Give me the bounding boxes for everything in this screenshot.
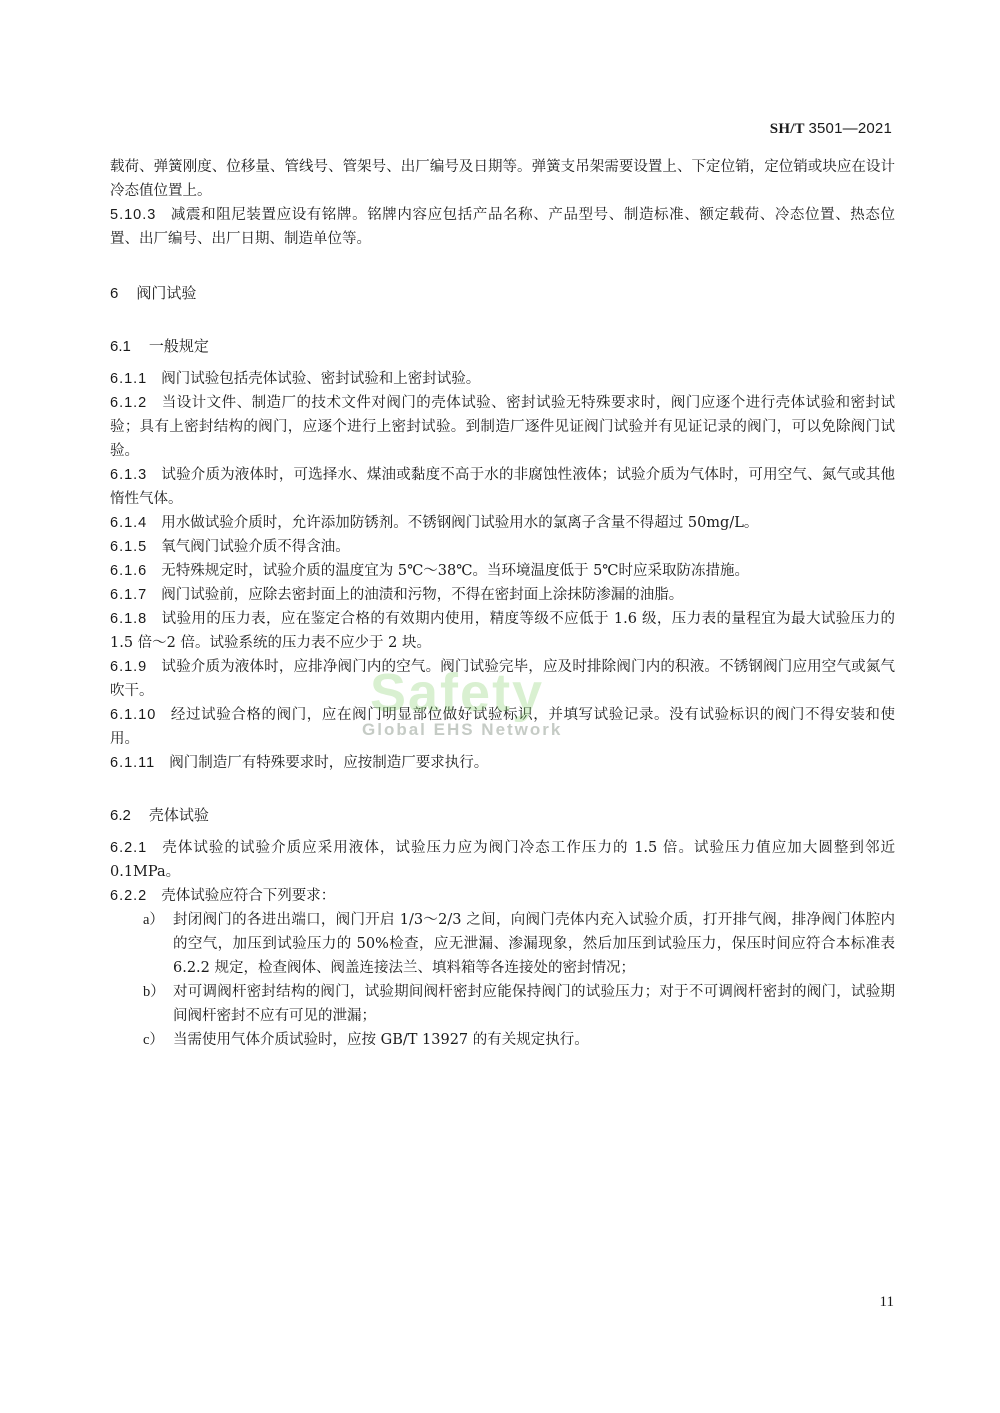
clause-number: 6.1.3: [110, 467, 148, 483]
section-heading-6-2: [110, 803, 895, 828]
clause-text: 用水做试验介质时，允许添加防锈剂。不锈钢阀门试验用水的氯离子含量不得超过 50mg/L。: [161, 515, 759, 531]
clause-6-1-3: [110, 463, 895, 511]
clause-number: 6.1.10: [110, 707, 157, 723]
section-number: 6.2: [110, 807, 131, 824]
list-item-text: 封闭阀门的各进出端口，阀门开启 1/3～2/3 之间，向阀门壳体内充入试验介质，打开排气阀，排净阀门体腔内的空气，加压到试验压力的 50%检查，应无泄漏、渗漏现象，然后加压到试验压力，保压时间应符合本标准表 6.2.2 规定，检查阀体、阀盖连接法兰、填料箱等各连接处的密封情况；: [173, 912, 895, 976]
page-number: 11: [879, 1294, 894, 1310]
list-item-text: 对可调阀杆密封结构的阀门，试验期间阀杆密封应能保持阀门的试验压力；对于不可调阀杆密封的阀门，试验期间阀杆密封不应有可见的泄漏；: [173, 984, 895, 1024]
clause-number: 6.1.9: [110, 659, 148, 675]
intro-paragraph: 载荷、弹簧刚度、位移量、管线号、管架号、出厂编号及日期等。弹簧支吊架需要设置上、下定位销，定位销或块应在设计冷态值位置上。: [110, 159, 895, 199]
section-heading-6-1: [110, 334, 895, 359]
clause-number: 6.1.5: [110, 539, 148, 555]
clause-text: 减震和阻尼装置应设有铭牌。铭牌内容应包括产品名称、产品型号、制造标准、额定载荷、冷态位置、热态位置、出厂编号、出厂日期、制造单位等。: [110, 207, 895, 247]
clause-number: 6.1.7: [110, 587, 148, 603]
clause-number: 6.1.11: [110, 755, 156, 771]
clause-text: 阀门制造厂有特殊要求时，应按制造厂要求执行。: [169, 755, 489, 771]
clause-number: 6.2.1: [110, 840, 148, 856]
clause-text: 壳体试验的试验介质应采用液体，试验压力应为阀门冷态工作压力的 1.5 倍。试验压力值应加大圆整到邻近 0.1MPa。: [110, 840, 895, 880]
list-item-text: 当需使用气体介质试验时，应按 GB/T 13927 的有关规定执行。: [173, 1032, 589, 1048]
clause-number: 6.2.2: [110, 888, 148, 904]
clause-number: 6.1.6: [110, 563, 148, 579]
clause-6-1-1: [110, 367, 895, 391]
requirements-list: [110, 908, 895, 1052]
clause-6-1-4: [110, 511, 895, 535]
clause-text: 壳体试验应符合下列要求：: [161, 888, 336, 904]
list-item: [110, 908, 895, 980]
list-marker: b）: [143, 984, 165, 1000]
clause-number: 6.1.2: [110, 395, 148, 411]
clause-6-1-8: [110, 607, 895, 655]
standard-code-number: 3501—2021: [808, 120, 892, 137]
list-item: [110, 1028, 895, 1052]
section-number: 6: [110, 285, 119, 302]
clause-number: 6.1.8: [110, 611, 148, 627]
clause-text: 氧气阀门试验介质不得含油。: [161, 539, 350, 555]
clause-6-1-11: [110, 751, 895, 775]
clause-text: 试验用的压力表，应在鉴定合格的有效期内使用，精度等级不应低于 1.6 级，压力表的量程宜为最大试验压力的 1.5 倍～2 倍。试验系统的压力表不应少于 2 块。: [110, 611, 895, 651]
watermark-subtitle: Global EHS Network: [362, 720, 563, 739]
document-body: [110, 155, 895, 1052]
list-item: [110, 980, 895, 1028]
clause-text: 试验介质为液体时，应排净阀门内的空气。阀门试验完毕，应及时排除阀门内的积液。不锈钢阀门应用空气或氮气吹干。: [110, 659, 895, 699]
standard-code: [770, 120, 892, 138]
clause-6-1-6: [110, 559, 895, 583]
section-title: 阀门试验: [136, 284, 197, 302]
clause-text: 经过试验合格的阀门，应在阀门明显部位做好试验标识，并填写试验记录。没有试验标识的阀门不得安装和使用。: [110, 707, 895, 747]
clause-6-1-5: [110, 535, 895, 559]
clause-6-1-7: [110, 583, 895, 607]
list-marker: a）: [143, 912, 164, 928]
clause-6-1-2: [110, 391, 895, 463]
clause-text: 试验介质为液体时，可选择水、煤油或黏度不高于水的非腐蚀性液体；试验介质为气体时，可用空气、氮气或其他惰性气体。: [110, 467, 895, 507]
clause-number: 5.10.3: [110, 207, 157, 223]
clause-6-2-1: [110, 836, 895, 884]
section-heading-6: [110, 281, 895, 306]
clause-text: 阀门试验包括壳体试验、密封试验和上密封试验。: [161, 371, 481, 387]
clause-text: 当设计文件、制造厂的技术文件对阀门的壳体试验、密封试验无特殊要求时，阀门应逐个进行壳体试验和密封试验；具有上密封结构的阀门，应逐个进行上密封试验。到制造厂逐件见证阀门试验并有见证记录的阀门，可以免除阀门试验。: [110, 395, 895, 459]
standard-code-prefix: SH/T: [769, 121, 805, 137]
section-number: 6.1: [110, 338, 131, 355]
list-marker: c）: [143, 1032, 164, 1048]
watermark-logo-text: Safety: [370, 663, 545, 723]
clause-5-10-3: [110, 203, 895, 251]
clause-text: 阀门试验前，应除去密封面上的油渍和污物，不得在密封面上涂抹防渗漏的油脂。: [161, 587, 684, 603]
section-title: 一般规定: [148, 337, 209, 355]
clause-number: 6.1.1: [110, 371, 148, 387]
clause-text: 无特殊规定时，试验介质的温度宜为 5℃～38℃。当环境温度低于 5℃时应采取防冻措施。: [161, 563, 750, 579]
section-title: 壳体试验: [148, 806, 209, 824]
clause-6-1-9: [110, 655, 895, 703]
clause-6-2-2: [110, 884, 895, 908]
clause-6-1-10: [110, 703, 895, 751]
clause-number: 6.1.4: [110, 515, 148, 531]
